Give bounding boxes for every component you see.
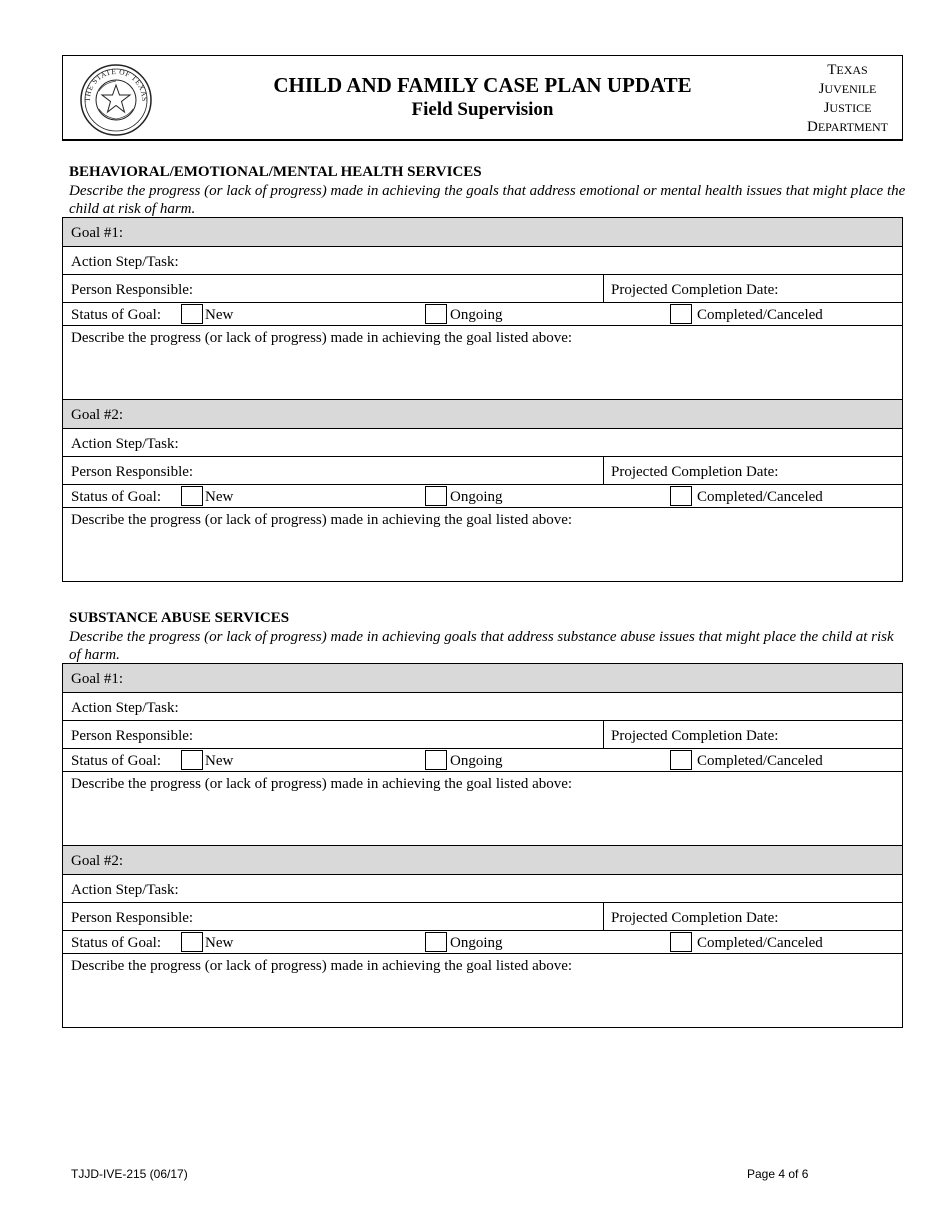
person-responsible-label: Person Responsible: (71, 910, 194, 926)
goal-label: Goal #2: (71, 853, 124, 869)
person-responsible-row[interactable] (63, 721, 902, 749)
progress-label: Describe the progress (or lack of progress) made in achieving the goal listed above: (71, 958, 573, 974)
column-divider (603, 721, 604, 748)
action-step-label: Action Step/Task: (71, 882, 179, 898)
column-divider (603, 903, 604, 930)
agency-line: TEXAS (827, 62, 868, 78)
status-completed-checkbox[interactable] (670, 750, 692, 770)
status-ongoing-checkbox[interactable] (425, 486, 447, 506)
goal-label: Goal #1: (71, 671, 124, 687)
section-description-substance: Describe the progress (or lack of progress) made in achieving goals that address substance abuse issues that might place the child at risk of harm. (69, 629, 894, 663)
status-completed-label: Completed/Canceled (697, 307, 823, 323)
progress-description-field[interactable] (63, 326, 902, 400)
section-title-substance: SUBSTANCE ABUSE SERVICES (69, 610, 290, 626)
status-label: Status of Goal: (71, 489, 161, 505)
completion-date-label: Projected Completion Date: (611, 464, 779, 480)
texas-state-seal-icon (79, 63, 153, 137)
status-row (63, 931, 902, 954)
section-description-behavioral: Describe the progress (or lack of progress) made in achieving the goals that address emotional or mental health issues that might place the child at risk of harm. (69, 183, 906, 217)
page-number: Page 4 of 6 (747, 1167, 809, 1181)
substance-goal-table (62, 663, 903, 1028)
goal-label: Goal #1: (71, 225, 124, 241)
status-ongoing-checkbox[interactable] (425, 932, 447, 952)
status-new-label: New (205, 307, 234, 323)
progress-label: Describe the progress (or lack of progress) made in achieving the goal listed above: (71, 776, 573, 792)
status-label: Status of Goal: (71, 935, 161, 951)
status-ongoing-checkbox[interactable] (425, 304, 447, 324)
status-ongoing-checkbox[interactable] (425, 750, 447, 770)
status-completed-checkbox[interactable] (670, 932, 692, 952)
goal-row[interactable] (63, 218, 902, 247)
status-new-label: New (205, 753, 234, 769)
goal-row[interactable] (63, 664, 902, 693)
goal-row[interactable] (63, 846, 902, 875)
person-responsible-row[interactable] (63, 275, 902, 303)
status-ongoing-label: Ongoing (450, 307, 503, 323)
action-step-label: Action Step/Task: (71, 436, 179, 452)
agency-line: DEPARTMENT (806, 119, 888, 135)
status-new-checkbox[interactable] (181, 750, 203, 770)
status-completed-label: Completed/Canceled (697, 489, 823, 505)
agency-line: JUVENILE (818, 81, 877, 97)
progress-description-field[interactable] (63, 954, 902, 1028)
status-new-label: New (205, 935, 234, 951)
status-completed-checkbox[interactable] (670, 486, 692, 506)
person-responsible-row[interactable] (63, 903, 902, 931)
agency-name (807, 61, 888, 137)
goal-label: Goal #2: (71, 407, 124, 423)
progress-description-field[interactable] (63, 772, 902, 846)
page-subtitle: Field Supervision (411, 99, 554, 120)
status-new-label: New (205, 489, 234, 505)
action-step-row[interactable] (63, 247, 902, 275)
action-step-label: Action Step/Task: (71, 700, 179, 716)
progress-description-field[interactable] (63, 508, 902, 582)
status-row (63, 749, 902, 772)
action-step-label: Action Step/Task: (71, 254, 179, 270)
progress-label: Describe the progress (or lack of progress) made in achieving the goal listed above: (71, 330, 573, 346)
status-new-checkbox[interactable] (181, 486, 203, 506)
action-step-row[interactable] (63, 693, 902, 721)
person-responsible-label: Person Responsible: (71, 464, 194, 480)
page-title: CHILD AND FAMILY CASE PLAN UPDATE (273, 73, 692, 97)
person-responsible-label: Person Responsible: (71, 728, 194, 744)
status-completed-label: Completed/Canceled (697, 753, 823, 769)
progress-label: Describe the progress (or lack of progress) made in achieving the goal listed above: (71, 512, 573, 528)
person-responsible-row[interactable] (63, 457, 902, 485)
goal-row[interactable] (63, 400, 902, 429)
completion-date-label: Projected Completion Date: (611, 282, 779, 298)
person-responsible-label: Person Responsible: (71, 282, 194, 298)
status-completed-label: Completed/Canceled (697, 935, 823, 951)
action-step-row[interactable] (63, 429, 902, 457)
status-ongoing-label: Ongoing (450, 489, 503, 505)
column-divider (603, 275, 604, 302)
status-completed-checkbox[interactable] (670, 304, 692, 324)
form-header (62, 55, 903, 141)
action-step-row[interactable] (63, 875, 902, 903)
status-row (63, 303, 902, 326)
title-block (183, 72, 782, 122)
column-divider (603, 457, 604, 484)
status-ongoing-label: Ongoing (450, 935, 503, 951)
completion-date-label: Projected Completion Date: (611, 728, 779, 744)
status-label: Status of Goal: (71, 753, 161, 769)
form-id: TJJD-IVE-215 (06/17) (71, 1167, 188, 1181)
completion-date-label: Projected Completion Date: (611, 910, 779, 926)
status-new-checkbox[interactable] (181, 932, 203, 952)
status-new-checkbox[interactable] (181, 304, 203, 324)
behavioral-goal-1-table (62, 217, 903, 582)
status-ongoing-label: Ongoing (450, 753, 503, 769)
seal-text: THE STATE OF TEXAS (82, 66, 150, 102)
section-title-behavioral: BEHAVIORAL/EMOTIONAL/MENTAL HEALTH SERVICES (69, 164, 482, 180)
agency-line: JUSTICE (823, 100, 872, 116)
status-row (63, 485, 902, 508)
status-label: Status of Goal: (71, 307, 161, 323)
